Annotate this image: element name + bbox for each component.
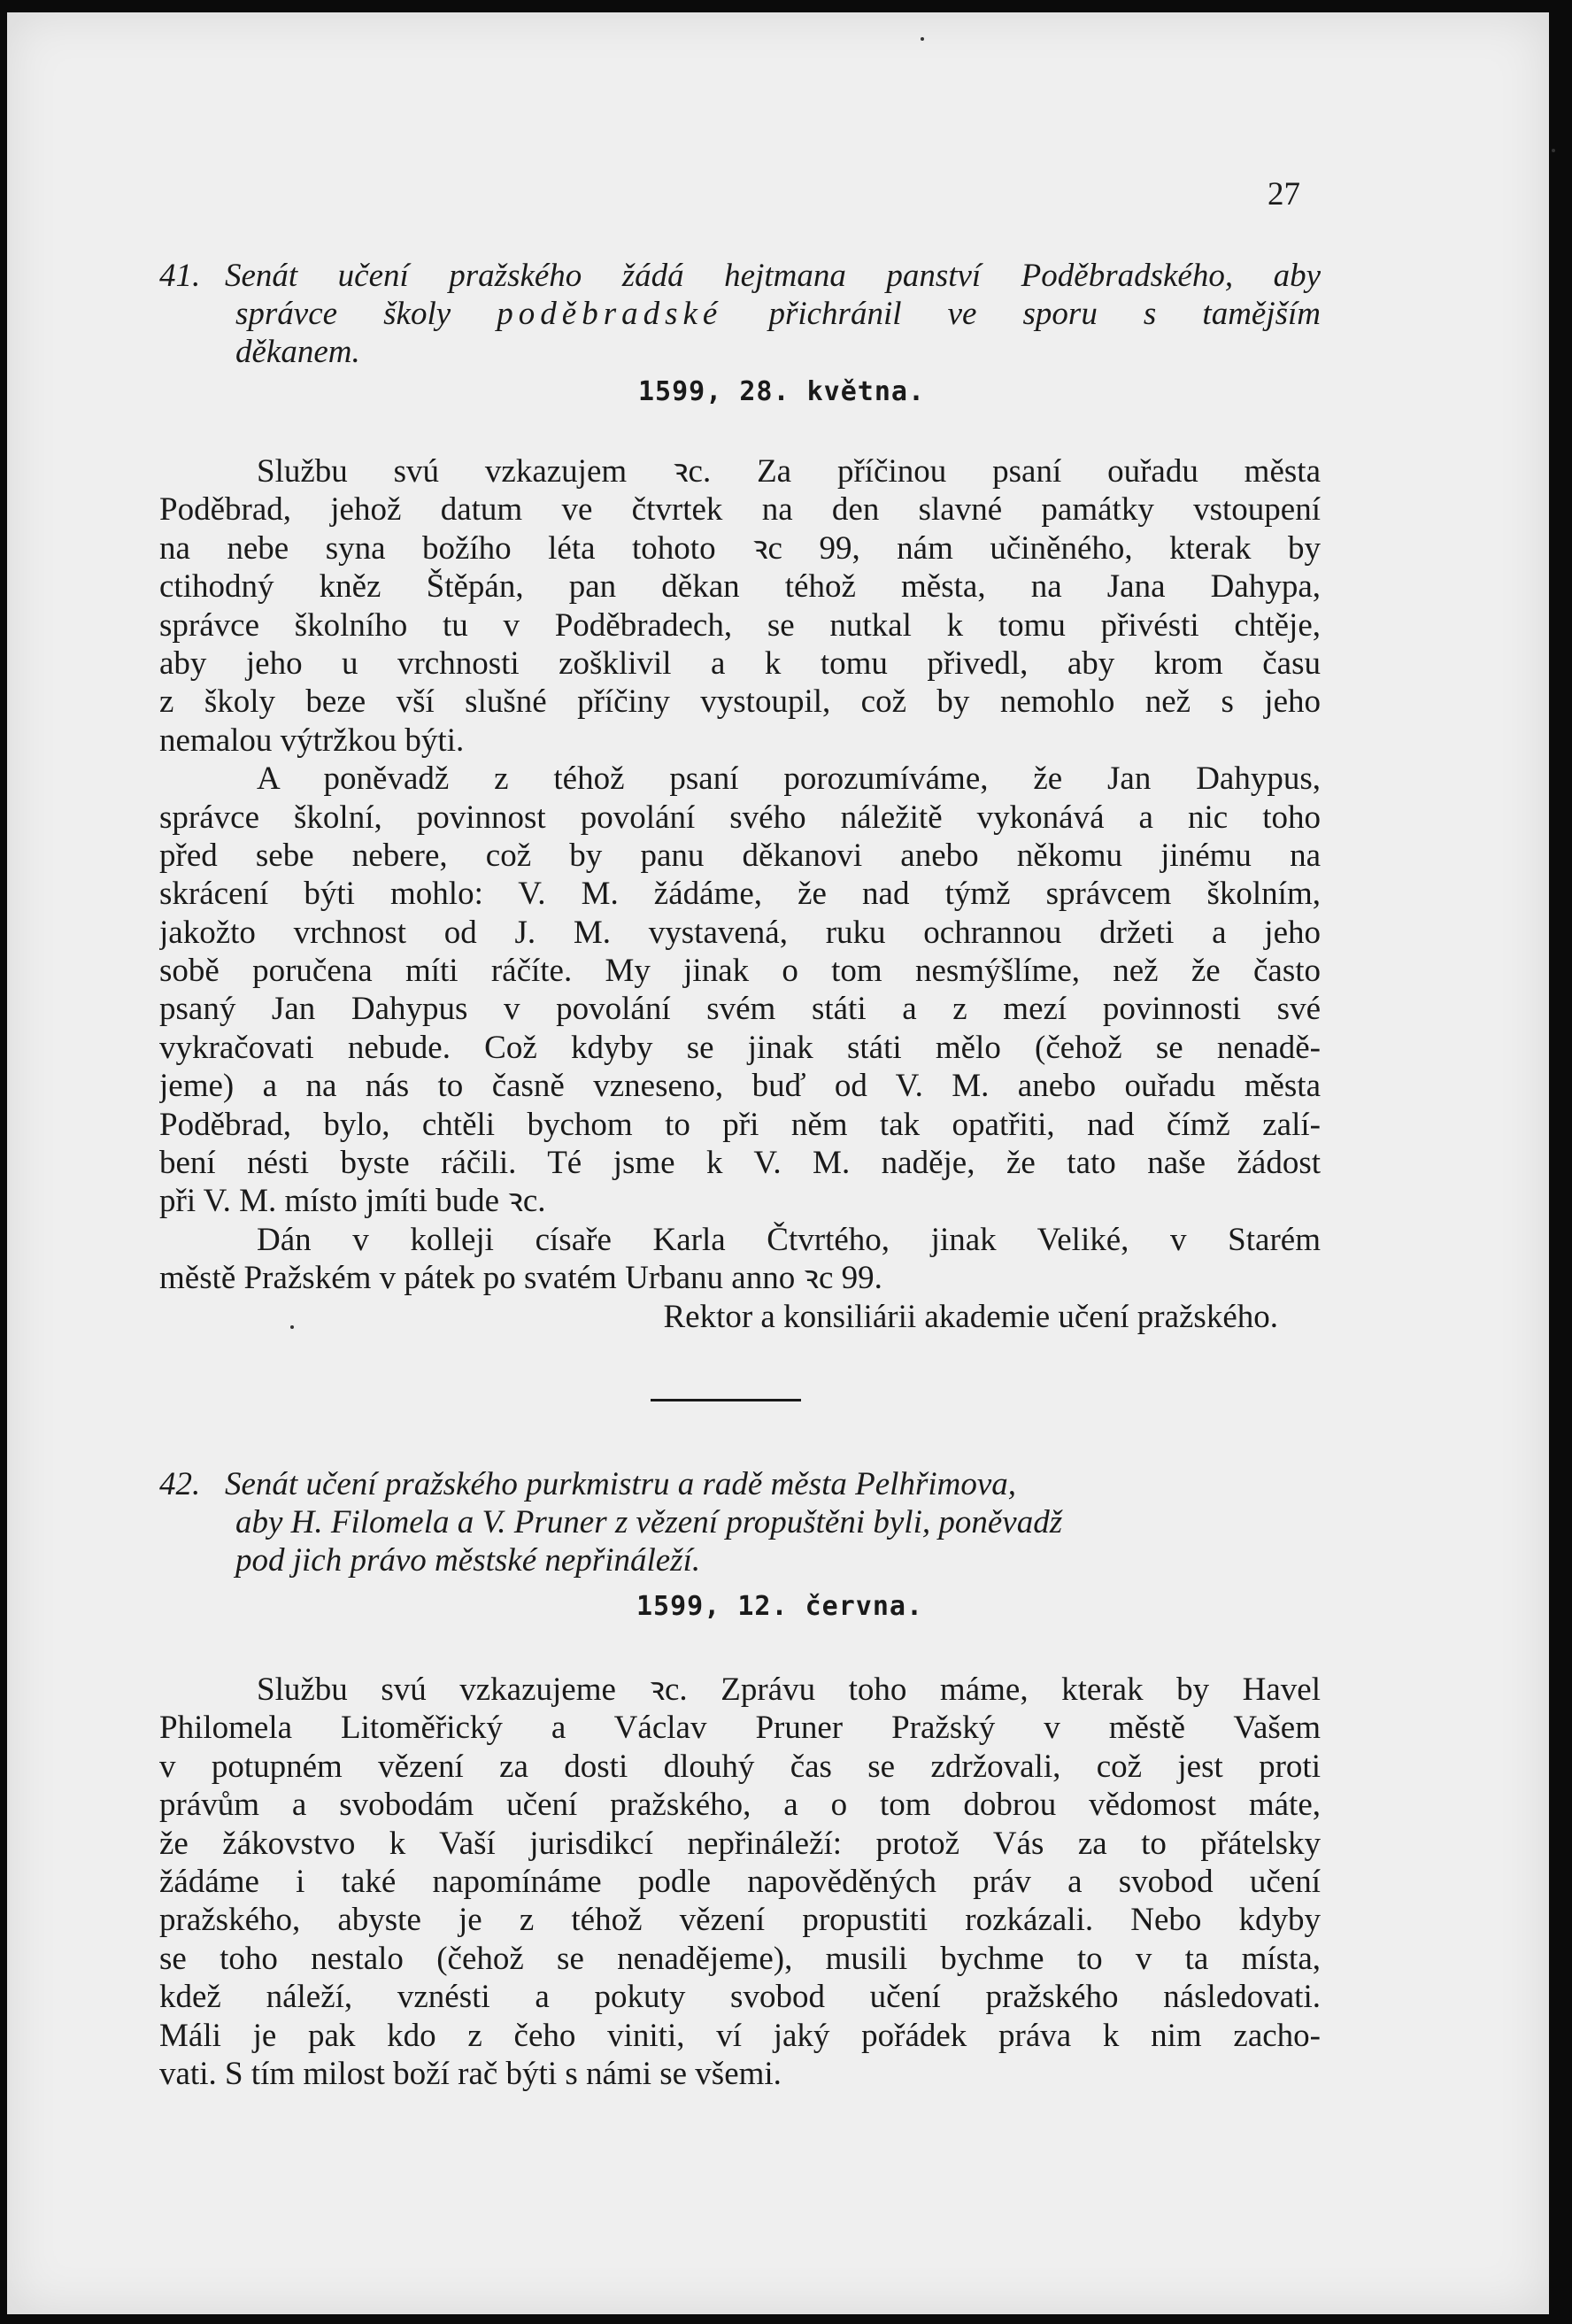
doc-42-body <box>159 1671 1321 2093</box>
doc-41-line: před sebe nebere, což by panu děkanovi anebo někomu jinému na <box>159 837 1321 874</box>
doc-42-line: v potupném vězení za dosti dlouhý čas se zdržovali, což jest proti <box>159 1748 1321 1785</box>
doc-41-number: 41. <box>159 258 201 294</box>
doc-41-line: Dán v kolleji císaře Karla Čtvrtého, jinak Veliké, v Starém <box>257 1221 1321 1258</box>
section-divider <box>651 1399 801 1401</box>
doc-42-line: žádáme i také napomínáme podle napověděných práv a svobod učení <box>159 1863 1321 1900</box>
paper-speck <box>290 1325 294 1329</box>
doc-42-title-line-1: 42. Senát učení pražského purkmistru a radě města Pelhřimova, <box>159 1466 1017 1502</box>
doc-41-date: 1599, 28. května. <box>637 376 926 407</box>
doc-42-line: vati. S tím milost boží rač býti s námi se všemi. <box>159 2055 782 2092</box>
paper-speck <box>1552 149 1555 152</box>
doc-42-title-line-2: aby H. Filomela a V. Pruner z vězení propuštěni byli, poněvadž <box>235 1504 1063 1540</box>
doc-42-number: 42. <box>159 1466 201 1502</box>
doc-41-line: správce školní, povinnost povolání svého náležitě vykonává a nic toho <box>159 799 1321 836</box>
doc-41-line: jeme) a na nás to časně vzneseno, buď od V. M. anebo ouřadu města <box>159 1068 1321 1105</box>
doc-41-line: městě Pražském v pátek po svatém Urbanu anno ꝛc 99. <box>159 1260 882 1297</box>
doc-41-line: sobě poručena míti ráčíte. My jinak o tom nesmýšlíme, než že často <box>159 953 1321 990</box>
doc-41-line: skrácení býti mohlo: V. M. žádáme, že nad týmž správcem školním, <box>159 876 1321 913</box>
doc-42-line: Službu svú vzkazujeme ꝛc. Zprávu toho máme, kterak by Havel <box>257 1672 1321 1708</box>
doc-41-line: bení nésti byste ráčili. Té jsme k V. M. naděje, že tato naše žádost <box>159 1145 1321 1182</box>
doc-42-title-line-3: pod jich právo městské nepřináleží. <box>235 1542 701 1579</box>
doc-41-line: psaný Jan Dahypus v povolání svém státi a z mezí povinnosti své <box>159 991 1321 1028</box>
doc-41-title-line-1: 41. Senát učení pražského žádá hejtmana panství Poděbradského, aby <box>159 258 1321 294</box>
doc-41-line: správce školního tu v Poděbradech, se nutkal k tomu přivésti chtěje, <box>159 606 1321 644</box>
doc-42-line: kdež náleží, vznésti a pokuty svobod učení pražského následovati. <box>159 1979 1321 2016</box>
doc-42-line: právům a svobodám učení pražského, a o tom dobrou vědomost máte, <box>159 1787 1321 1824</box>
doc-41-line: jakožto vrchnost od J. M. vystavená, ruku ochrannou držeti a jeho <box>159 914 1321 951</box>
doc-41-line: při V. M. místo jmíti bude ꝛc. <box>159 1183 546 1220</box>
doc-41-title-line-2: správce školy poděbradské přichránil ve sporu s tamějším <box>235 296 1322 332</box>
doc-41-body <box>159 452 1321 1336</box>
doc-41-line: aby jeho u vrchnosti zošklivil a k tomu přivedl, aby krom času <box>159 645 1321 682</box>
doc-41-line: na nebe syna božího léta tohoto ꝛc 99, nám učiněného, kterak by <box>159 529 1321 567</box>
doc-41-heading <box>159 257 1321 371</box>
doc-42-line: Philomela Litoměřický a Václav Pruner Pražský v městě Vašem <box>159 1710 1321 1747</box>
paper-speck <box>921 37 924 41</box>
doc-42-line: se toho nestalo (čehož se nenadějeme), musili bychme to v ta místa, <box>159 1940 1321 1977</box>
doc-41-line: nemalou výtržkou býti. <box>159 722 465 759</box>
doc-42-date: 1599, 12. června. <box>636 1591 924 1622</box>
doc-41-line: A poněvadž z téhož psaní porozumíváme, že Jan Dahypus, <box>257 761 1321 798</box>
doc-42-line: pražského, abyste je z téhož vězení propustiti rozkázali. Nebo kdyby <box>159 1902 1321 1939</box>
doc-41-signature: Rektor a konsiliárii akademie učení pražského. <box>663 1298 1278 1335</box>
doc-42-line: že žákovstvo k Vaší jurisdikcí nepřináleží: protož Vás za to přátelsky <box>159 1825 1321 1862</box>
doc-41-line: vykračovati nebude. Což kdyby se jinak státi mělo (čehož se nenadě- <box>159 1029 1321 1066</box>
page-number: 27 <box>1268 176 1300 212</box>
doc-41-line: Poděbrad, jehož datum ve čtvrtek na den slavné památky vstoupení <box>159 491 1321 529</box>
doc-42-line: Máli je pak kdo z čeho viniti, ví jaký pořádek práva k nim zacho- <box>159 2017 1321 2054</box>
doc-42-heading <box>159 1465 1321 1579</box>
doc-41-line: Službu svú vzkazujem ꝛc. Za příčinou psaní ouřadu města <box>257 453 1321 490</box>
doc-41-title-line-3: děkanem. <box>235 334 360 370</box>
doc-41-line: Poděbrad, bylo, chtěli bychom to při něm tak opatřiti, nad čímž zalí- <box>159 1106 1321 1143</box>
doc-41-line: ctihodný kněz Štěpán, pan děkan téhož města, na Jana Dahypa, <box>159 568 1321 606</box>
doc-41-line: z školy beze vší slušné příčiny vystoupil, což by nemohlo než s jeho <box>159 683 1321 721</box>
